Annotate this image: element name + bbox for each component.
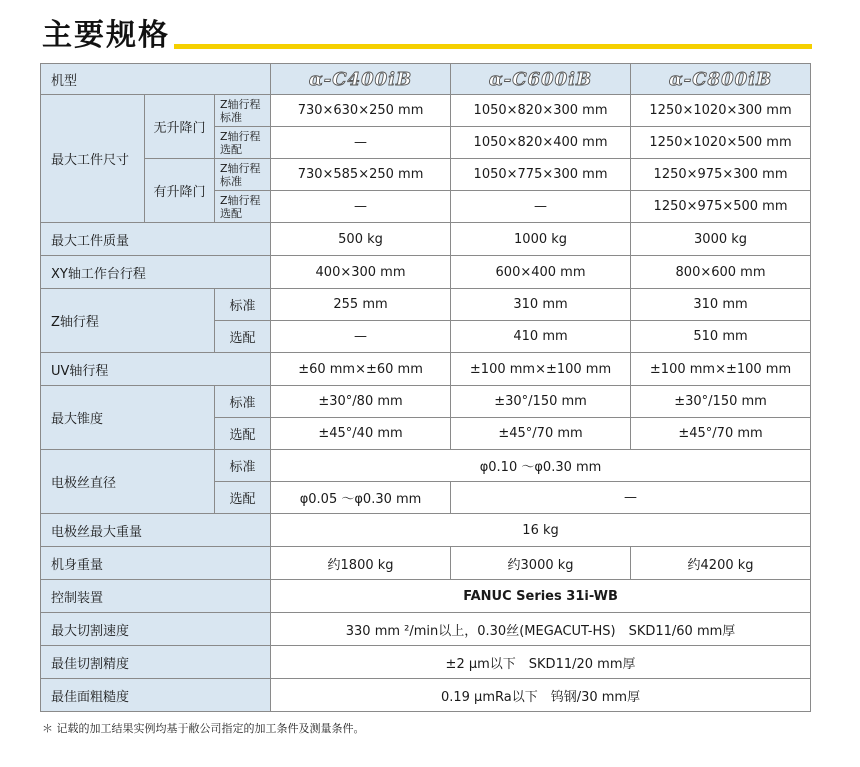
label-z-std: Z轴行程标准 — [215, 95, 271, 127]
model-label: 机型 — [41, 64, 271, 95]
table-cell: FANUC Series 31i-WB — [271, 580, 811, 613]
table-cell: 800×600 mm — [631, 256, 811, 289]
table-cell: ±45°/40 mm — [271, 418, 451, 450]
row-label-accuracy: 最佳切割精度 — [41, 646, 271, 679]
table-cell: 730×630×250 mm — [271, 95, 451, 127]
model-name: α-C600iB — [488, 68, 593, 90]
table-row — [41, 514, 811, 547]
model-header-c600 — [451, 64, 631, 95]
table-cell: 16 kg — [271, 514, 811, 547]
footnote: ＊ 记载的加工结果实例均基于敝公司指定的加工条件及测量条件。 — [42, 722, 365, 735]
table-cell: ±45°/70 mm — [631, 418, 811, 450]
table-cell: 1250×975×500 mm — [631, 191, 811, 223]
table-row — [41, 450, 811, 482]
table-cell: ±2 μm以下 SKD11/20 mm厚 — [271, 646, 811, 679]
row-label-wire-diameter: 电极丝直径 — [41, 450, 215, 514]
table-row — [41, 289, 811, 321]
title-block — [42, 16, 812, 56]
label-with-lift-door: 有升降门 — [145, 159, 215, 223]
table-row — [41, 95, 811, 127]
row-label-xy: XY轴工作台行程 — [41, 256, 271, 289]
label-opt: 选配 — [215, 418, 271, 450]
label-z-opt: Z轴行程选配 — [215, 191, 271, 223]
table-cell: 约3000 kg — [451, 547, 631, 580]
label-no-lift-door: 无升降门 — [145, 95, 215, 159]
table-cell: 310 mm — [451, 289, 631, 321]
table-cell: 310 mm — [631, 289, 811, 321]
table-row — [41, 679, 811, 712]
table-row — [41, 386, 811, 418]
row-label-roughness: 最佳面粗糙度 — [41, 679, 271, 712]
table-cell: 410 mm — [451, 321, 631, 353]
table-cell: 3000 kg — [631, 223, 811, 256]
label-opt: 选配 — [215, 482, 271, 514]
table-cell: φ0.05 ～φ0.30 mm — [271, 482, 451, 514]
model-header-c400 — [271, 64, 451, 95]
table-cell: 1050×775×300 mm — [451, 159, 631, 191]
table-cell: ±60 mm×±60 mm — [271, 353, 451, 386]
table-cell: 1250×1020×300 mm — [631, 95, 811, 127]
spec-table — [40, 63, 811, 712]
table-cell: 约1800 kg — [271, 547, 451, 580]
table-cell: ±100 mm×±100 mm — [631, 353, 811, 386]
table-cell: ±30°/150 mm — [631, 386, 811, 418]
label-std: 标准 — [215, 289, 271, 321]
label-opt: 选配 — [215, 321, 271, 353]
row-label-mass: 最大工件质量 — [41, 223, 271, 256]
table-cell: — — [451, 191, 631, 223]
row-label-z: Z轴行程 — [41, 289, 215, 353]
table-row — [41, 223, 811, 256]
row-label-speed: 最大切割速度 — [41, 613, 271, 646]
table-cell: 500 kg — [271, 223, 451, 256]
row-label-machine-weight: 机身重量 — [41, 547, 271, 580]
table-cell: 1250×1020×500 mm — [631, 127, 811, 159]
table-cell: 1250×975×300 mm — [631, 159, 811, 191]
table-cell: ±30°/150 mm — [451, 386, 631, 418]
table-row — [41, 547, 811, 580]
table-cell: — — [271, 127, 451, 159]
table-cell: 约4200 kg — [631, 547, 811, 580]
table-cell: — — [451, 482, 811, 514]
model-header-c800 — [631, 64, 811, 95]
table-cell: 330 mm ²/min以上，0.30丝(MEGACUT-HS) SKD11/60 mm厚 — [271, 613, 811, 646]
title-underline — [174, 44, 812, 49]
model-name: α-C400iB — [308, 68, 413, 90]
row-label-wire-weight: 电极丝最大重量 — [41, 514, 271, 547]
table-row — [41, 580, 811, 613]
table-cell: 1050×820×300 mm — [451, 95, 631, 127]
table-header-row — [41, 64, 811, 95]
table-cell: ±30°/80 mm — [271, 386, 451, 418]
model-name: α-C800iB — [668, 68, 773, 90]
label-std: 标准 — [215, 386, 271, 418]
table-row — [41, 353, 811, 386]
row-label-taper: 最大锥度 — [41, 386, 215, 450]
table-cell: 255 mm — [271, 289, 451, 321]
label-z-opt: Z轴行程选配 — [215, 127, 271, 159]
table-cell: 600×400 mm — [451, 256, 631, 289]
table-cell: φ0.10 ～φ0.30 mm — [271, 450, 811, 482]
table-cell: 1050×820×400 mm — [451, 127, 631, 159]
table-cell: — — [271, 191, 451, 223]
row-label-control: 控制装置 — [41, 580, 271, 613]
table-cell: 510 mm — [631, 321, 811, 353]
table-row — [41, 256, 811, 289]
page-title: 主要规格 — [42, 18, 170, 53]
table-cell: 730×585×250 mm — [271, 159, 451, 191]
table-cell: 400×300 mm — [271, 256, 451, 289]
table-cell: ±45°/70 mm — [451, 418, 631, 450]
table-row — [41, 613, 811, 646]
table-cell: 0.19 μmRa以下 钨钢/30 mm厚 — [271, 679, 811, 712]
label-std: 标准 — [215, 450, 271, 482]
row-label-workpiece: 最大工件尺寸 — [41, 95, 145, 223]
table-cell: — — [271, 321, 451, 353]
table-cell: 1000 kg — [451, 223, 631, 256]
table-cell: ±100 mm×±100 mm — [451, 353, 631, 386]
table-row — [41, 159, 811, 191]
label-z-std: Z轴行程标准 — [215, 159, 271, 191]
row-label-uv: UV轴行程 — [41, 353, 271, 386]
table-row — [41, 646, 811, 679]
